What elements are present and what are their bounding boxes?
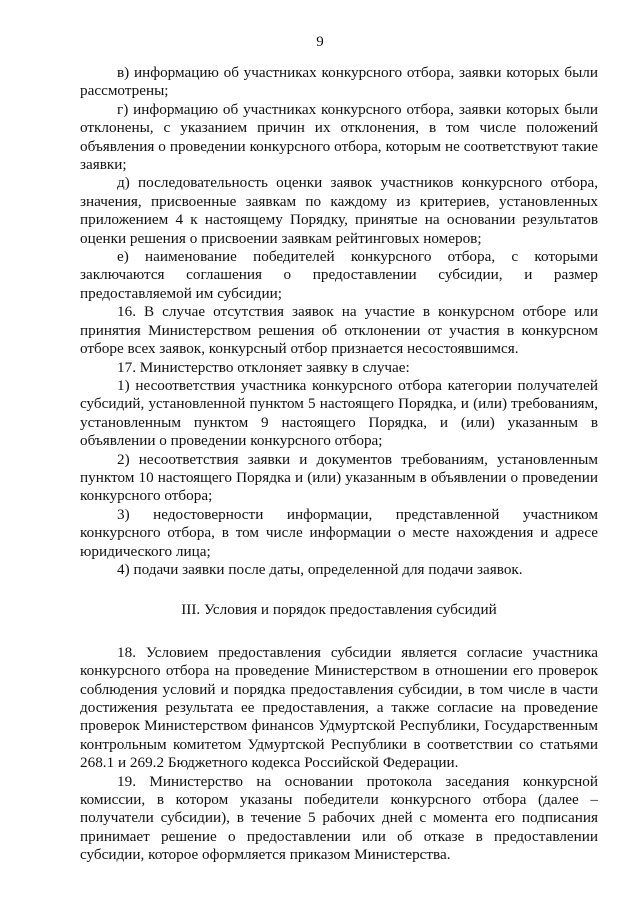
clause-17-item-4: 4) подачи заявки после даты, определенной для подачи заявок. [117,560,523,578]
clause-17-item-2: 2) несоответствия заявки и документов требованиям, установленным пунктом 10 настоящего Порядка и (или) указанным в объявлении о проведении конкурсного отбора; [80,450,598,505]
clause-17: 17. Министерство отклоняет заявку в случае: [117,358,410,376]
list-item-g: г) информацию об участниках конкурсного отбора, заявки которых были отклонены, с указанием причин их отклонения, в том числе положений объявления о проведении конкурсного отбора, которым не соответствуют такие заявки; [80,100,598,174]
list-item-d: д) последовательность оценки заявок участников конкурсного отбора, значения, присвоенные заявкам по каждому из критериев, установленных приложением 4 к настоящему Порядку, принятые на основании результатов оценки решения о присвоении заявкам рейтинговых номеров; [80,174,598,247]
clause-16: 16. В случае отсутствия заявок на участие в конкурсном отборе или принятия Министерством решения об отклонении от участия в конкурсном отборе всех заявок, конкурсный отбор признается несостоявшимся. [80,303,598,358]
page-number: 9 [316,34,324,50]
section-heading: III. Условия и порядок предоставления субсидий [181,601,497,619]
list-item-v: в) информацию об участниках конкурсного отбора, заявки которых были рассмотрены; [80,64,598,100]
clause-19: 19. Министерство на основании протокола заседания конкурсной комиссии, в котором указаны победители конкурсного отбора (далее – получатели субсидии), в течение 5 рабочих дней с момента его подписания принимает решение о предоставлении или об отказе в предоставлении субсидии, которое оформляется приказом Министерства. [80,772,598,864]
clause-17-item-1: 1) несоответствия участника конкурсного отбора категории получателей субсидий, установленной пунктом 5 настоящего Порядка, и (или) требованиям, установленным пунктом 9 настоящего Порядка, и (или) указанным в объявлении о проведении конкурсного отбора; [80,376,598,450]
list-item-e: е) наименование победителей конкурсного отбора, с которыми заключаются соглашения о предоставлении субсидии, и размер предоставляемой им субсидии; [80,248,598,302]
clause-18: 18. Условием предоставления субсидии является согласие участника конкурсного отбора на проведение Министерством в отношении его проверок соблюдения условий и порядка предоставления субсидии, в том числе в части достижения результата ее предоставления, а также согласие на проведение проверок Министерством финансов Удмуртской Республики, Государственным контрольным комитетом Удмуртской Республики в соответствии со статьями 268.1 и 269.2 Бюджетного кодекса Российской Федерации. [80,643,598,772]
document-body [80,64,598,865]
clause-17-item-3: 3) недостоверности информации, представленной участником конкурсного отбора, в том числе информации о месте нахождения и адресе юридического лица; [80,505,598,560]
